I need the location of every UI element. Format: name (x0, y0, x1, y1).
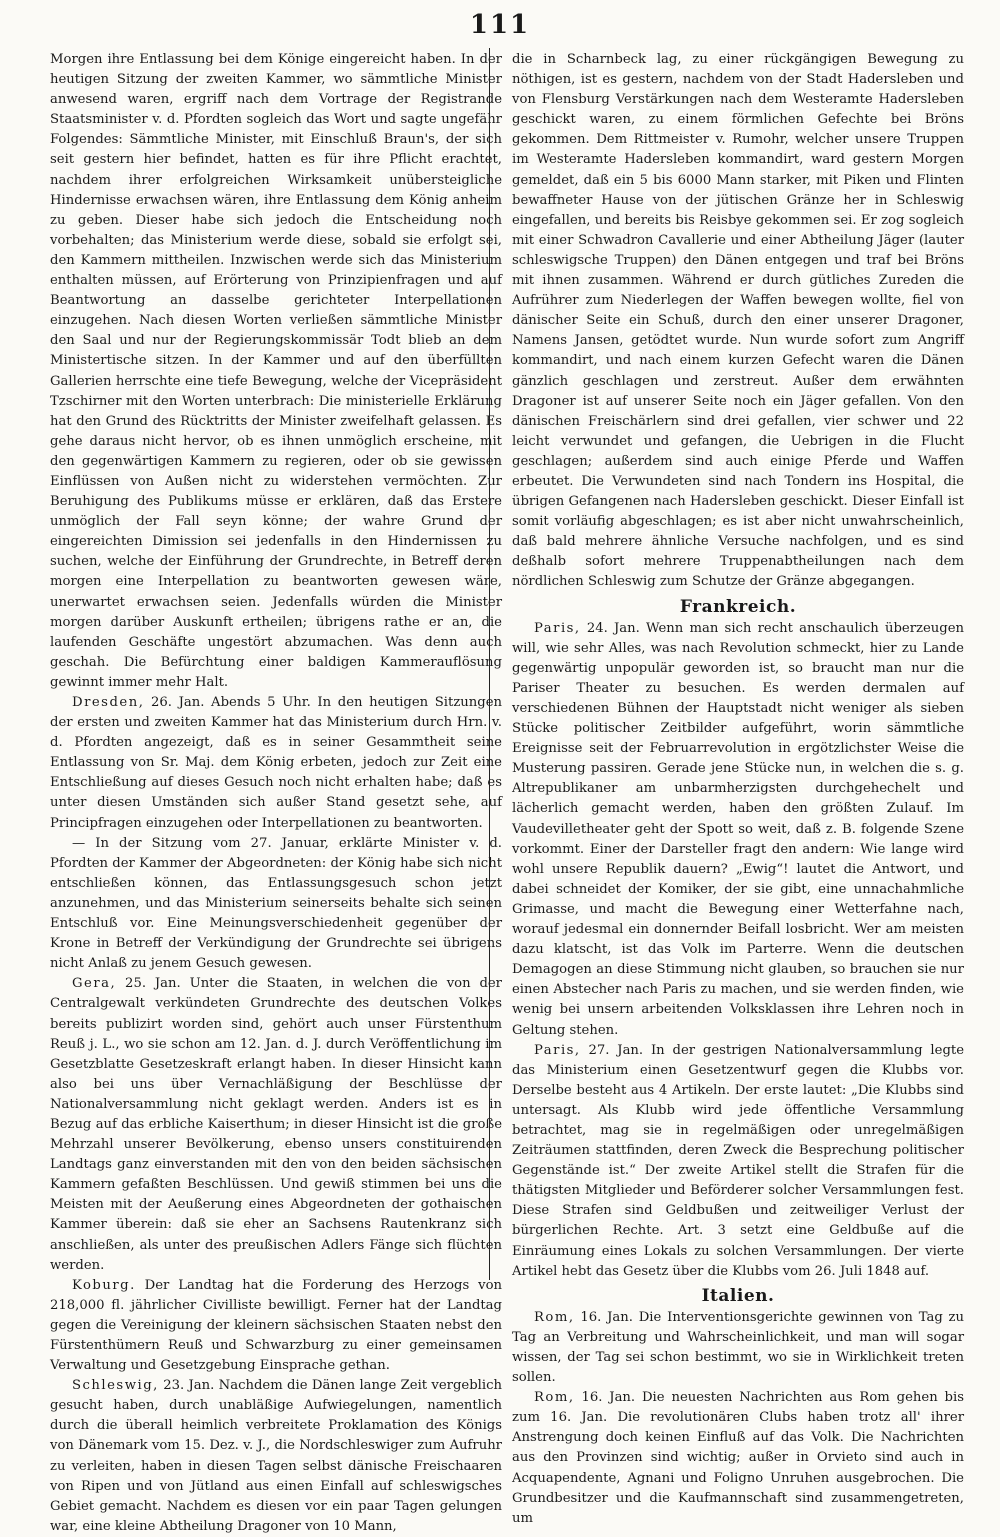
section-heading: Frankreich. (679, 596, 797, 617)
section-heading: Italien. (701, 1285, 775, 1306)
dateline-place: Gera, (72, 976, 117, 992)
paragraph-text: 24. Jan. Wenn man sich recht anschaulich überzeugen will, wie sehr Alles, was nach Revolution schmeckt, hier zu Lande gegenwärtig unpopulär geworden ist, so braucht man nur die Pariser Theater zu besuchen. Es werden dermalen auf verschiedenen Bühnen der Hauptstadt nicht weniger als sieben Stücke politischer Zeitbilder aufgeführt, worin sämmtliche Ereignisse seit der Februarrevolution in ergötzlichster Weise die Musterung passiren. Gerade jene Stücke nun, in welchen die s. g. Altrepublikaner am unbarmherzigsten durchgehechelt und lächerlich gemacht werden, haben den größten Zulauf. Im Vaudevilletheater geht der Spott so weit, daß z. B. folgende Szene vorkommt. Einer der Darsteller fragt den andern: Wie lange wird wohl unsere Republik dauern? „Ewig“! lautet die Antwort, und dabei schneidet der Komiker, der sie gibt, eine unnachahmliche Grimasse, und macht die Bewegung einer Wetterfahne nach, worauf jedesmal ein donnernder Beifall losbricht. Wer am meisten dazu klatscht, ist das Volk im Parterre. Wenn die deutschen Demagogen an diese Stimmung nicht glauben, so brauchen sie nur einen Abstecher nach Paris zu machen, und sie werden finden, wie wenig bei unsern arbeitenden Volksklassen ihre Lehren noch in Geltung stehen. (512, 620, 964, 1038)
article-paragraph (50, 974, 502, 1275)
dateline-place: Paris, (534, 1042, 581, 1058)
paragraph-text: 26. Jan. Abends 5 Uhr. In den heutigen Sitzungen der ersten und zweiten Kammer hat das Ministerium durch Hrn. v. d. Pfordten angezeigt, daß es in seiner Gesammtheit seine Entlassung von Sr. Maj. dem König erbeten, jedoch zur Zeit eine Entschließung auf dieses Gesuch noch nicht erhalten habe; daß es unter diesen Umständen sich außer Stand gesetzt sehe, auf Principfragen einzugehen oder Interpellationen zu beantworten. (50, 695, 502, 831)
dateline-place: Dresden, (72, 695, 145, 710)
dateline-place: Paris, (534, 620, 581, 636)
paragraph-text: 25. Jan. Unter die Staaten, in welchen die von der Centralgewalt verkündeten Grundrechte des deutschen Volkes bereits publizirt worden sind, gehört auch unser Fürstenthum Reuß j. L., wo sie schon am 12. Jan. d. J. durch Veröffentlichung im Gesetzblatte Gesetzeskraft erlangt haben. In dieser Hinsicht kann also bei uns über Vernachläßigung der Beschlüsse der Nationalversammlung nicht geklagt werden. Anders ist es in Bezug auf das erbliche Kaiserthum; in dieser Hinsicht ist die große Mehrzahl unserer Bevölkerung, ebenso unsers constituirenden Landtags ganz einverstanden mit den von den beiden sächsischen Kammern gefaßten Beschlüssen. Und gewiß stimmen bei uns die Meisten mit der Aeußerung eines Abgeordneten der gothaischen Kammer überein: daß sie eher an Sachsens Rautenkranz sich anschließen, als unter des preußischen Adlers Fänge sich flüchten werden. (50, 976, 502, 1273)
page-number: 111 (469, 10, 531, 40)
article-paragraph (512, 1308, 964, 1388)
paragraph-text: 16. Jan. Die Interventionsgerichte gewinnen von Tag zu Tag an Verbreitung und Wahrscheinlichkeit, und man will sogar wissen, der Tag sei schon bestimmt, wo sie in Wirklichkeit treten sollen. (512, 1309, 964, 1386)
article-paragraph (50, 834, 502, 975)
right-column (512, 50, 964, 1529)
article-paragraph (512, 50, 964, 593)
dateline-place: Rom, (534, 1390, 575, 1406)
article-paragraph (50, 50, 502, 693)
paragraph-text: 16. Jan. Die neuesten Nachrichten aus Rom gehen bis zum 16. Jan. Die revolutionären Clubs haben trotz all' ihrer Anstrengung doch keinen Einfluß auf das Volk. Die Nachrichten aus den Provinzen sind wichtig; außer in Orvieto sind auch in Acquapendente, Agnani und Foligno Unruhen ausgebrochen. Die Grundbesitzer und die Kaufmannschaft sind zusammengetreten, um (512, 1390, 964, 1526)
paragraph-text: — In der Sitzung vom 27. Januar, erklärte Minister v. d. Pfordten der Kammer der Abgeordneten: der König habe sich nicht entschließen können, das Entlassungsgesuch schon jetzt anzunehmen, und das Ministerium seinerseits behalte sich seinen Entschluß vor. Eine Meinungsverschiedenheit gegenüber der Krone in Betreff der Verkündigung der Grundrechte sei übrigens nicht Anlaß zu jenem Gesuch gewesen. (50, 835, 502, 972)
article-paragraph (50, 693, 502, 834)
paragraph-text: die in Scharnbeck lag, zu einer rückgängigen Bewegung zu nöthigen, ist es gestern, nachdem von der Stadt Hadersleben und von Flensburg Verstärkungen nach dem Westeramte Hadersleben geschickt waren, zu einem förmlichen Gefechte bei Bröns gekommen. Dem Rittmeister v. Rumohr, welcher unsere Truppen im Westeramte Hadersleben kommandirt, ward gestern Morgen gemeldet, daß ein 5 bis 6000 Mann starker, mit Piken und Flinten bewaffneter Hause von der jütischen Gränze her in Schleswig eingefallen, und bereits bis Reisbye gekommen sei. Er zog sogleich mit einer Schwadron Cavallerie und einer Abtheilung Jäger (lauter schleswigsche Truppen) den Dänen entgegen und traf bei Bröns mit ihnen zusammen. Während er durch gütliches Zureden die Aufrührer zum Niederlegen der Waffen bewegen wollte, fiel von dänischer Seite ein Schuß, durch den einer unserer Dragoner, Namens Jansen, getödtet wurde. Nun wurde sofort zum Angriff kommandirt, und nach einem kurzen Gefecht waren die Dänen gänzlich geschlagen und zerstreut. Außer dem erwähnten Dragoner ist auf unserer Seite noch ein Jäger gefallen. Von den dänischen Freischärlern sind drei gefallen, vier schwer und 22 leicht verwundet und gefangen, die Uebrigen in die Flucht geschlagen; außerdem sind auch einige Pferde und Waffen erbeutet. Die Verwundeten sind nach Tondern ins Hospital, die übrigen Gefangenen nach Hadersleben geschickt. Dieser Einfall ist somit vorläufig abgeschlagen; es ist aber nicht unwahrscheinlich, daß bald mehrere ähnliche Versuche nachfolgen, und es sind deßhalb sofort mehrere Truppenabtheilungen nach dem nördlichen Schleswig zum Schutze der Gränze abgegangen. (512, 52, 964, 590)
article-paragraph (50, 1376, 502, 1537)
paragraph-text: 23. Jan. Nachdem die Dänen lange Zeit vergeblich gesucht haben, durch unabläßige Aufwiegelungen, namentlich durch die überall heimlich verbreitete Proklamation des Königs von Dänemark vom 15. Dez. v. J., die Nordschleswiger zum Aufruhr zu verleiten, haben in diesen Tagen selbst dänische Freischaaren von Ripen und von Jütland aus einen Einfall auf schleswigsches Gebiet gemacht. Nachdem es diesen vor ein paar Tagen gelungen war, eine kleine Abtheilung Dragoner von 10 Mann, (50, 1378, 502, 1534)
article-paragraph (512, 1388, 964, 1529)
paragraph-text: Morgen ihre Entlassung bei dem Könige eingereicht haben. In der heutigen Sitzung der zweiten Kammer, wo sämmtliche Minister anwesend waren, ergriff nach dem Vortrage der Registrande Staatsminister v. d. Pfordten sogleich das Wort und sagte ungefähr Folgendes: Sämmtliche Minister, mit Einschluß Braun's, der sich seit gestern hier befindet, hatten es für ihre Pflicht erachtet, nachdem ihrer erfolgreichen Wirksamkeit unübersteigliche Hindernisse erwachsen wären, ihre Entlassung dem König anheim zu geben. Dieser habe sich jedoch die Entscheidung noch vorbehalten; das Ministerium werde diese, sobald sie erfolgt sei, den Kammern mittheilen. Inzwischen werde sich das Ministerium enthalten müssen, auf Erörterung von Prinzipienfragen und auf Beantwortung an dasselbe gerichteter Interpellationen einzugehen. Nach diesen Worten verließen sämmtliche Minister den Saal und nur der Regierungskommissär Todt blieb an dem Ministertische sitzen. In der Kammer und auf den überfüllten Gallerien herrschte eine tiefe Bewegung, welche der Vicepräsident Tzschirner mit den Worten unterbrach: Die ministerielle Erklärung hat den Grund des Rücktritts der Minister zweifelhaft gelassen. Es gehe daraus nicht hervor, ob es ihnen unmöglich erscheine, mit den gegenwärtigen Kammern zu regieren, oder ob sie gewissen Einflüssen von Außen nicht zu widerstehen vermöchten. Zur Beruhigung des Publikums müsse er erklären, daß das Erstere unmöglich der Fall seyn könne; der wahre Grund der eingereichten Dimission sei jedenfalls in den Hindernissen zu suchen, welche der Einführung der Grundrechte, in Betreff deren morgen eine Interpellation zu beantworten gewesen wäre, unerwartet erwachsen seien. Jedenfalls würden die Minister morgen darüber Auskunft ertheilen; übrigens rathe er an, die laufenden Geschäfte ungestört abzumachen. Was denn auch geschah. Die Befürchtung einer baldigen Kammerauflösung gewinnt immer mehr Halt. (50, 52, 502, 690)
column-divider (489, 48, 490, 1280)
dateline-place: Rom, (534, 1309, 575, 1325)
article-paragraph (50, 1276, 502, 1376)
dateline-place: Koburg. (72, 1277, 136, 1293)
dateline-place: Schleswig, (72, 1378, 159, 1394)
article-paragraph (512, 1041, 964, 1282)
article-paragraph (512, 619, 964, 1041)
paragraph-text: 27. Jan. In der gestrigen Nationalversammlung legte das Ministerium einen Gesetzentwurf gegen die Klubbs vor. Derselbe besteht aus 4 Artikeln. Der erste lautet: „Die Klubbs sind untersagt. Als Klubb wird jede öffentliche Versammlung betrachtet, mag sie in regelmäßigen oder unregelmäßigen Zeiträumen stattfinden, deren Zweck die Besprechung politischer Gegenstände ist.“ Der zweite Artikel stellt die Strafen für die thätigsten Mitglieder und Beförderer solcher Versammlungen fest. Diese Strafen sind Geldbußen und zeitweiliger Verlust der bürgerlichen Rechte. Art. 3 setzt eine Geldbuße auf die Einräumung eines Lokals zu solchen Versammlungen. Der vierte Artikel hebt das Gesetz über die Klubbs vom 26. Juli 1848 auf. (512, 1042, 964, 1279)
paragraph-text: Der Landtag hat die Forderung des Herzogs von 218,000 fl. jährlicher Civilliste bewilligt. Ferner hat der Landtag gegen die Vereinigung der kleinern sächsischen Staaten nebst den Fürstenthümern Reuß und Schwarzburg zu einer gemeinsamen Verwaltung und Gesetzgebung Einsprache gethan. (50, 1277, 502, 1374)
left-column (50, 50, 502, 1537)
